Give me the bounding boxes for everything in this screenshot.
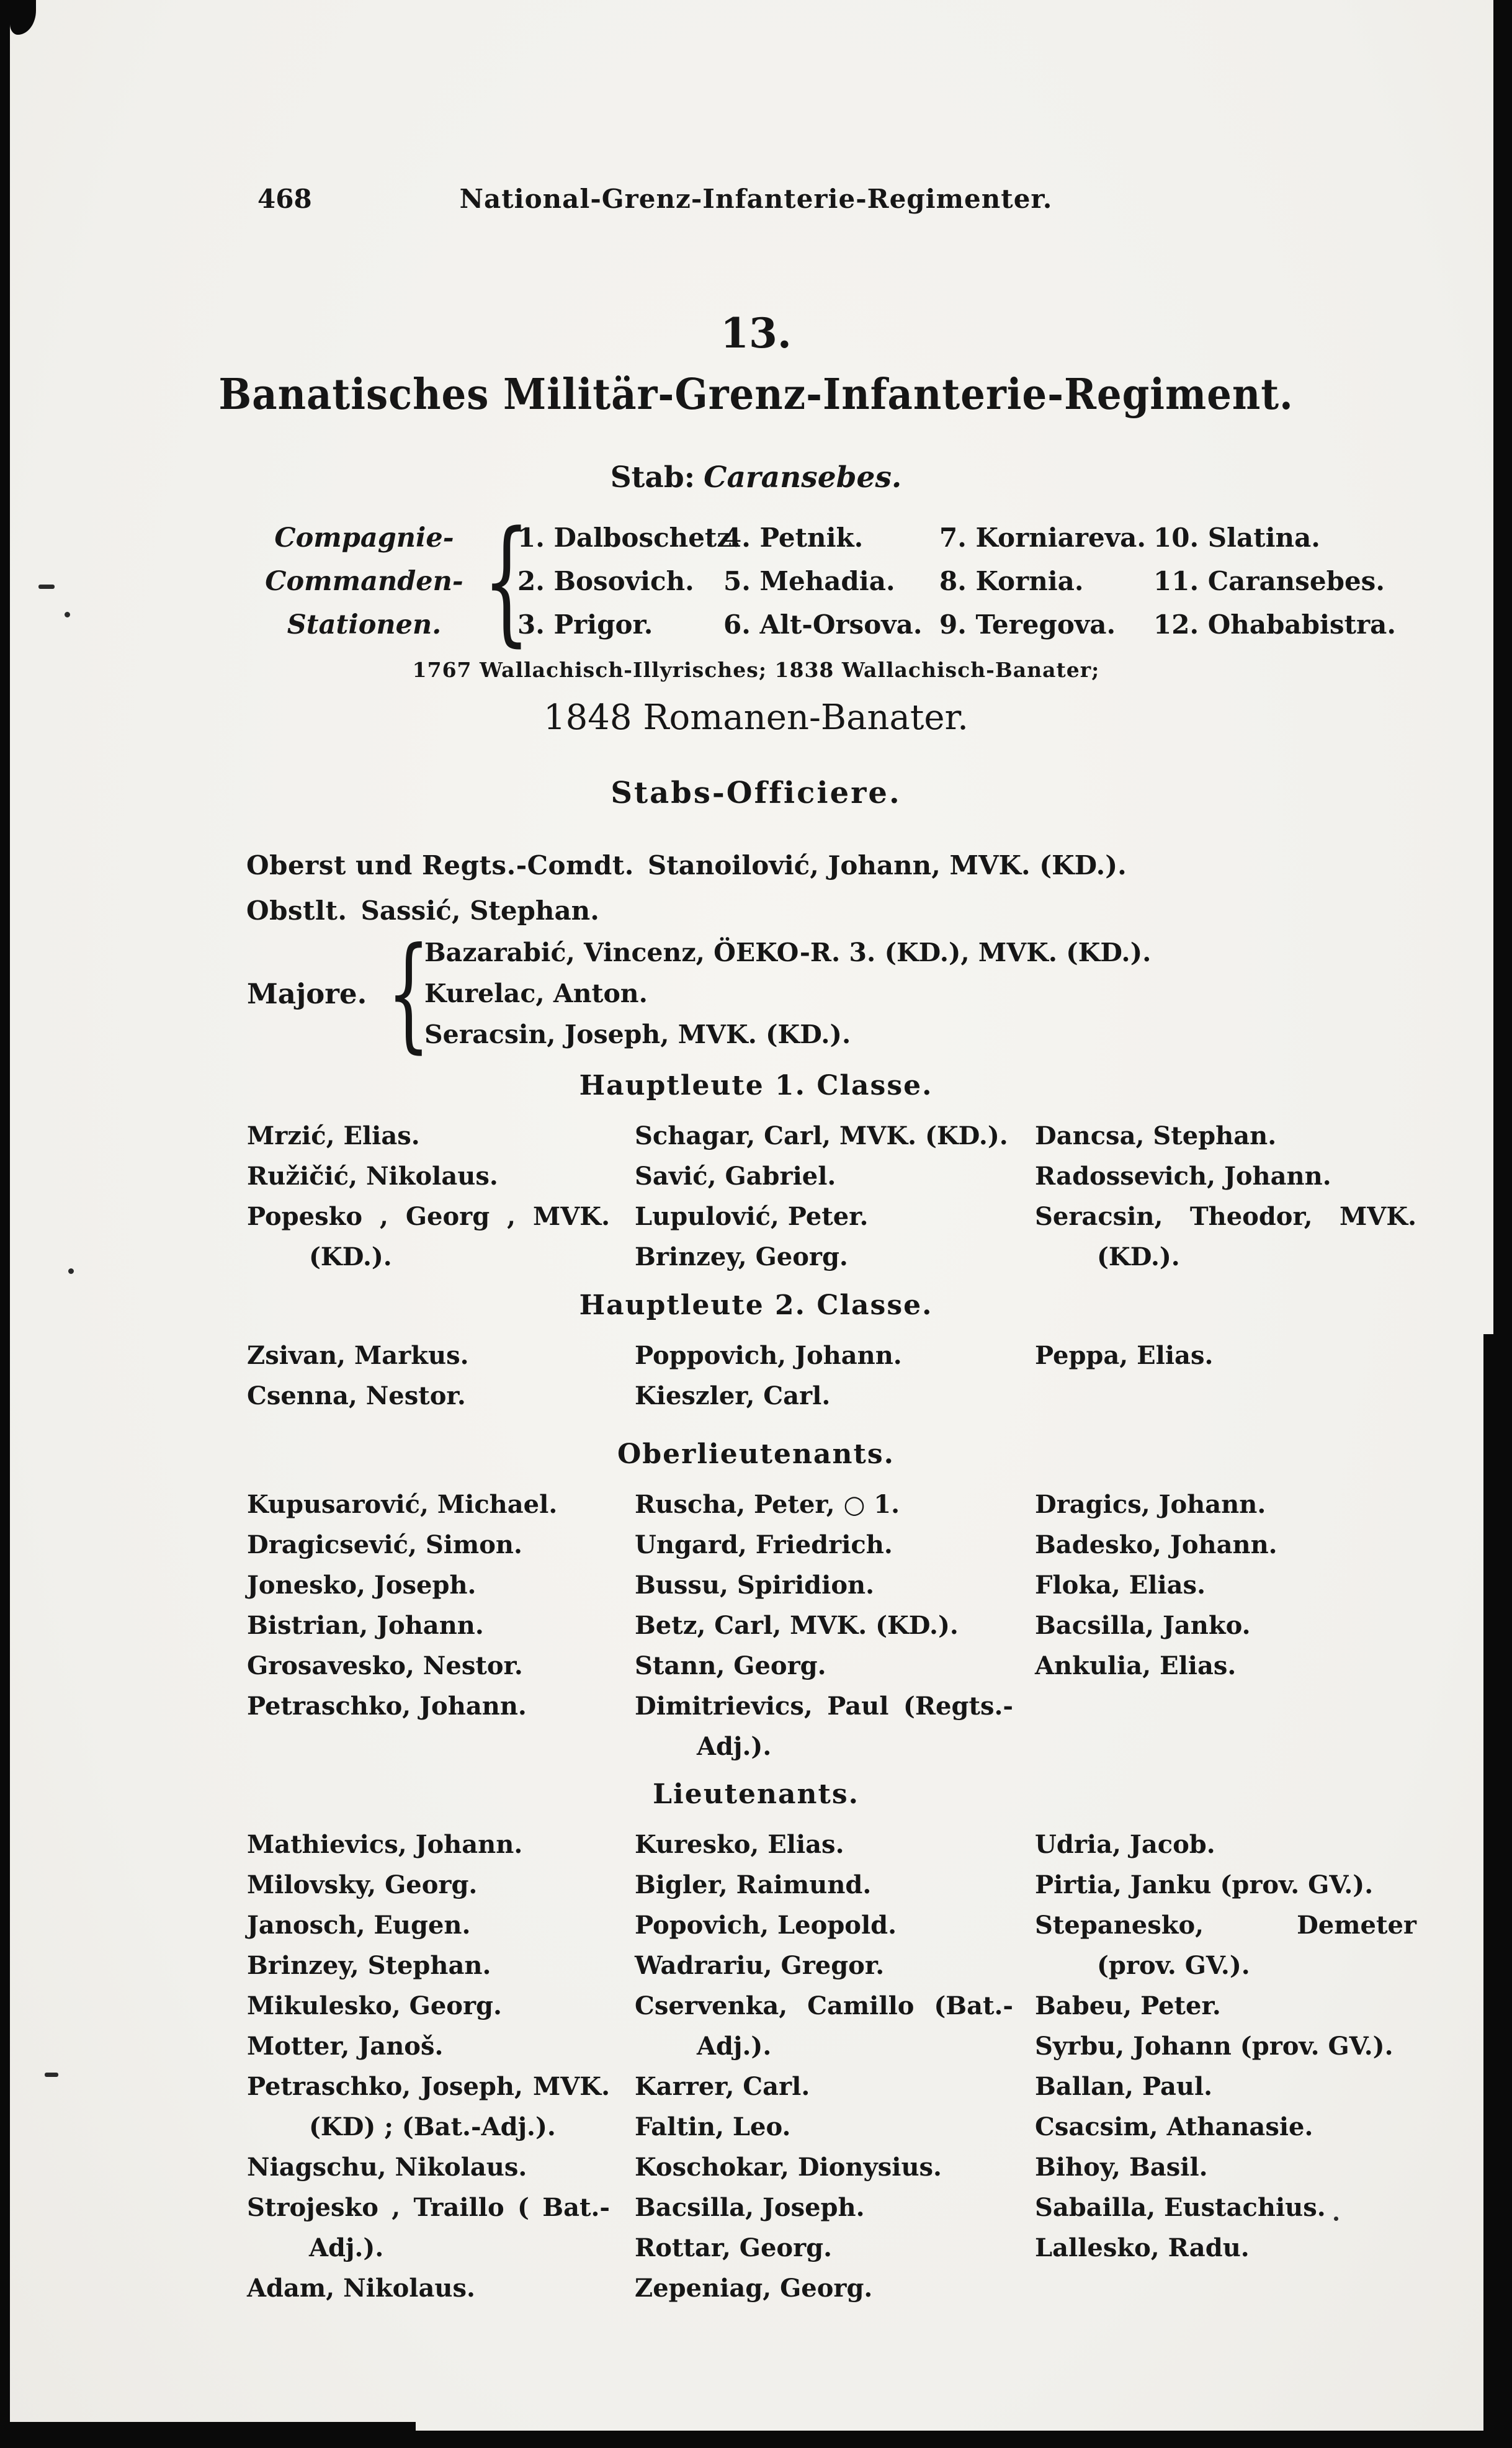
officer-entry: Petraschko, Joseph, MVK. (KD) ; (Bat.-Adj.). bbox=[247, 2072, 610, 2141]
officer-entry: Bacsilla, Joseph. bbox=[635, 2193, 865, 2222]
stations-column-1 bbox=[517, 516, 741, 647]
station-entry: 11. Caransebes. bbox=[1153, 566, 1385, 596]
officer-entry: Brinzey, Georg. bbox=[635, 1242, 848, 1271]
section-lieutenants bbox=[247, 1824, 1416, 2308]
regiment-title-text: Banatisches Militär-Grenz-Infanterie-Regiment. bbox=[218, 370, 1294, 419]
station-entry: 3. Prigor. bbox=[517, 609, 653, 640]
scan-speck bbox=[38, 585, 55, 589]
officer-entry: Kuresko, Elias. bbox=[635, 1830, 844, 1859]
officer-column bbox=[1035, 1116, 1416, 1277]
officer-entry: Savić, Gabriel. bbox=[635, 1162, 836, 1191]
scan-corner-blob bbox=[10, 0, 36, 35]
majore-label: Majore. bbox=[247, 977, 367, 1010]
officer-entry: Schagar, Carl, MVK. (KD.). bbox=[635, 1121, 1008, 1150]
stab-label: Stab: bbox=[610, 460, 696, 495]
stations-brace-cell bbox=[473, 503, 530, 660]
staff-heading: Stabs-Officiere. bbox=[611, 776, 901, 810]
section-heading-lieutenants: Lieutenants. bbox=[653, 1778, 859, 1810]
officer-column bbox=[635, 1484, 1013, 1767]
officer-column bbox=[1035, 1335, 1416, 1416]
officer-entry: Strojesko , Traillo ( Bat.- Adj.). bbox=[247, 2193, 610, 2262]
officer-entry: Popesko , Georg , MVK. (KD.). bbox=[247, 1202, 610, 1271]
station-entry: 10. Slatina. bbox=[1153, 522, 1320, 553]
officer-entry: Ballan, Paul. bbox=[1035, 2072, 1213, 2101]
majore-brace-cell bbox=[376, 921, 431, 1065]
officer-column bbox=[1035, 1484, 1416, 1767]
officer-entry: Niagschu, Nikolaus. bbox=[247, 2153, 527, 2182]
officer-column bbox=[247, 1484, 610, 1767]
stations-column-4 bbox=[1153, 516, 1420, 647]
officer-entry: Motter, Janoš. bbox=[247, 2032, 444, 2061]
officer-entry: Bussu, Spiridion. bbox=[635, 1571, 875, 1600]
officer-entry: Brinzey, Stephan. bbox=[247, 1951, 491, 1980]
officer-entry: Dimitrievics, Paul (Regts.- Adj.). bbox=[635, 1692, 1013, 1761]
officer-entry: Kieszler, Carl. bbox=[635, 1381, 831, 1410]
officer-entry: Syrbu, Johann (prov. GV.). bbox=[1035, 2032, 1393, 2061]
officer-column bbox=[635, 1824, 1013, 2308]
station-entry: 8. Kornia. bbox=[939, 566, 1084, 596]
officer-entry: Bihoy, Basil. bbox=[1035, 2153, 1208, 2182]
officer-entry: Wadrariu, Gregor. bbox=[635, 1951, 885, 1980]
stations-column-2 bbox=[723, 516, 939, 647]
officer-entry: Sabailla, Eustachius. bbox=[1035, 2193, 1326, 2222]
officer-entry: Peppa, Elias. bbox=[1035, 1341, 1214, 1370]
officer-entry: Bigler, Raimund. bbox=[635, 1870, 872, 1899]
stab-value: Caransebes. bbox=[704, 460, 902, 495]
officer-entry: Zsivan, Markus. bbox=[247, 1341, 469, 1370]
officer-entry: Dancsa, Stephan. bbox=[1035, 1121, 1277, 1150]
scan-speck bbox=[68, 1268, 74, 1274]
officer-entry: Udria, Jacob. bbox=[1035, 1830, 1215, 1859]
officer-entry: Zepeniag, Georg. bbox=[635, 2274, 873, 2303]
section-hauptleute-2 bbox=[247, 1335, 1416, 1416]
stations-label-line: Commanden- bbox=[265, 566, 463, 597]
officer-entry: Kupusarović, Michael. bbox=[247, 1490, 558, 1519]
officer-entry: Csenna, Nestor. bbox=[247, 1381, 466, 1410]
officer-entry: Milovsky, Georg. bbox=[247, 1870, 478, 1899]
officer-entry: Floka, Elias. bbox=[1035, 1571, 1206, 1600]
officer-entry: Faltin, Leo. bbox=[635, 2112, 791, 2141]
officer-entry: Lupulović, Peter. bbox=[635, 1202, 869, 1231]
officer-entry: Pirtia, Janku (prov. GV.). bbox=[1035, 1870, 1374, 1899]
obstlt-label: Obstlt. bbox=[246, 895, 347, 926]
officer-entry: Csacsim, Athanasie. bbox=[1035, 2112, 1313, 2141]
majore-list bbox=[424, 932, 1151, 1055]
history-line-2: 1848 Romanen-Banater. bbox=[544, 697, 968, 738]
majore-entry: Kurelac, Anton. bbox=[424, 979, 648, 1008]
station-entry: 5. Mehadia. bbox=[723, 566, 895, 596]
officer-entry: Ankulia, Elias. bbox=[1035, 1651, 1237, 1680]
officer-entry: Mathievics, Johann. bbox=[247, 1830, 523, 1859]
officer-entry: Betz, Carl, MVK. (KD.). bbox=[635, 1611, 959, 1640]
officer-entry: Lallesko, Radu. bbox=[1035, 2233, 1250, 2262]
station-entry: 12. Ohababistra. bbox=[1153, 609, 1396, 640]
majore-entry: Seracsin, Joseph, MVK. (KD.). bbox=[424, 1020, 851, 1049]
officer-entry: Bistrian, Johann. bbox=[247, 1611, 484, 1640]
station-entry: 6. Alt-Orsova. bbox=[723, 609, 923, 640]
officer-entry: Badesko, Johann. bbox=[1035, 1530, 1277, 1559]
section-hauptleute-1 bbox=[247, 1116, 1416, 1277]
running-title: National-Grenz-Infanterie-Regimenter. bbox=[459, 184, 1053, 214]
officer-entry: Ružičić, Nikolaus. bbox=[247, 1162, 498, 1191]
oberst-label: Oberst und Regts.-Comdt. bbox=[246, 850, 634, 881]
stations-label-line: Stationen. bbox=[287, 609, 442, 640]
scan-speck bbox=[45, 2073, 58, 2077]
officer-entry: Mikulesko, Georg. bbox=[247, 1991, 502, 2020]
officer-column bbox=[1035, 1824, 1416, 2308]
officer-entry: Stepanesko, Demeter (prov. GV.). bbox=[1035, 1911, 1416, 1980]
oberst-value: Stanoilović, Johann, MVK. (KD.). bbox=[647, 850, 1127, 881]
officer-entry: Cservenka, Camillo (Bat.- Adj.). bbox=[635, 1991, 1013, 2061]
officer-entry: Babeu, Peter. bbox=[1035, 1991, 1221, 2020]
oberst-line bbox=[246, 850, 1127, 881]
page-header bbox=[0, 184, 1512, 214]
station-entry: 9. Teregova. bbox=[939, 609, 1116, 640]
officer-column bbox=[635, 1335, 1013, 1416]
station-entry: 7. Korniareva. bbox=[939, 522, 1146, 553]
scan-edge-bottom-left bbox=[0, 2422, 416, 2448]
obstlt-value: Sassić, Stephan. bbox=[360, 895, 599, 926]
station-entry: 2. Bosovich. bbox=[517, 566, 694, 596]
officer-entry: Ruscha, Peter, ○ 1. bbox=[635, 1490, 900, 1519]
officer-entry: Ungard, Friedrich. bbox=[635, 1530, 893, 1559]
regiment-number: 13. bbox=[720, 309, 792, 357]
left-brace-glyph: { bbox=[483, 503, 530, 660]
officer-column bbox=[247, 1335, 610, 1416]
officer-entry: Adam, Nikolaus. bbox=[247, 2274, 475, 2303]
station-entry: 1. Dalboschetz. bbox=[517, 522, 741, 553]
left-brace-glyph: { bbox=[387, 921, 431, 1065]
stations-column-3 bbox=[939, 516, 1153, 647]
section-oberlieutenants bbox=[247, 1484, 1416, 1767]
company-stations-block bbox=[256, 503, 1420, 660]
officer-entry: Poppovich, Johann. bbox=[635, 1341, 902, 1370]
officer-entry: Jonesko, Joseph. bbox=[247, 1571, 476, 1600]
officer-entry: Rottar, Georg. bbox=[635, 2233, 833, 2262]
officer-entry: Grosavesko, Nestor. bbox=[247, 1651, 523, 1680]
officer-entry: Dragicsević, Simon. bbox=[247, 1530, 522, 1559]
officer-entry: Stann, Georg. bbox=[635, 1651, 826, 1680]
officer-column bbox=[247, 1116, 610, 1277]
history-line-1: 1767 Wallachisch-Illyrisches; 1838 Wallachisch-Banater; bbox=[412, 658, 1100, 682]
officer-entry: Popovich, Leopold. bbox=[635, 1911, 897, 1940]
section-heading-hauptleute-1: Hauptleute 1. Classe. bbox=[579, 1070, 933, 1101]
officer-entry: Bacsilla, Janko. bbox=[1035, 1611, 1251, 1640]
majore-entry: Bazarabić, Vincenz, ÖEKO-R. 3. (KD.), MVK. (KD.). bbox=[424, 938, 1152, 967]
scan-edge-right-lower bbox=[1483, 1334, 1512, 2448]
station-entry: 4. Petnik. bbox=[723, 522, 864, 553]
officer-entry: Koschokar, Dionysius. bbox=[635, 2153, 942, 2182]
officer-entry: Janosch, Eugen. bbox=[247, 1911, 471, 1940]
page-number: 468 bbox=[257, 184, 312, 214]
officer-entry: Seracsin, Theodor, MVK. (KD.). bbox=[1035, 1202, 1416, 1271]
section-heading-oberlieutenants: Oberlieutenants. bbox=[617, 1438, 895, 1470]
officer-entry: Dragics, Johann. bbox=[1035, 1490, 1266, 1519]
stations-label-line: Compagnie- bbox=[274, 522, 454, 554]
officer-entry: Mrzić, Elias. bbox=[247, 1121, 420, 1150]
officer-column bbox=[635, 1116, 1013, 1277]
stab-line bbox=[0, 460, 1512, 495]
stations-label bbox=[256, 516, 473, 647]
scan-edge-left bbox=[0, 0, 10, 2448]
officer-entry: Petraschko, Johann. bbox=[247, 1692, 527, 1721]
officer-entry: Karrer, Carl. bbox=[635, 2072, 810, 2101]
officer-column bbox=[247, 1824, 610, 2308]
regiment-title bbox=[0, 370, 1512, 419]
majore-block bbox=[247, 921, 1152, 1065]
officer-entry: Radossevich, Johann. bbox=[1035, 1162, 1331, 1191]
section-heading-hauptleute-2: Hauptleute 2. Classe. bbox=[579, 1289, 933, 1321]
scan-speck bbox=[65, 612, 70, 617]
